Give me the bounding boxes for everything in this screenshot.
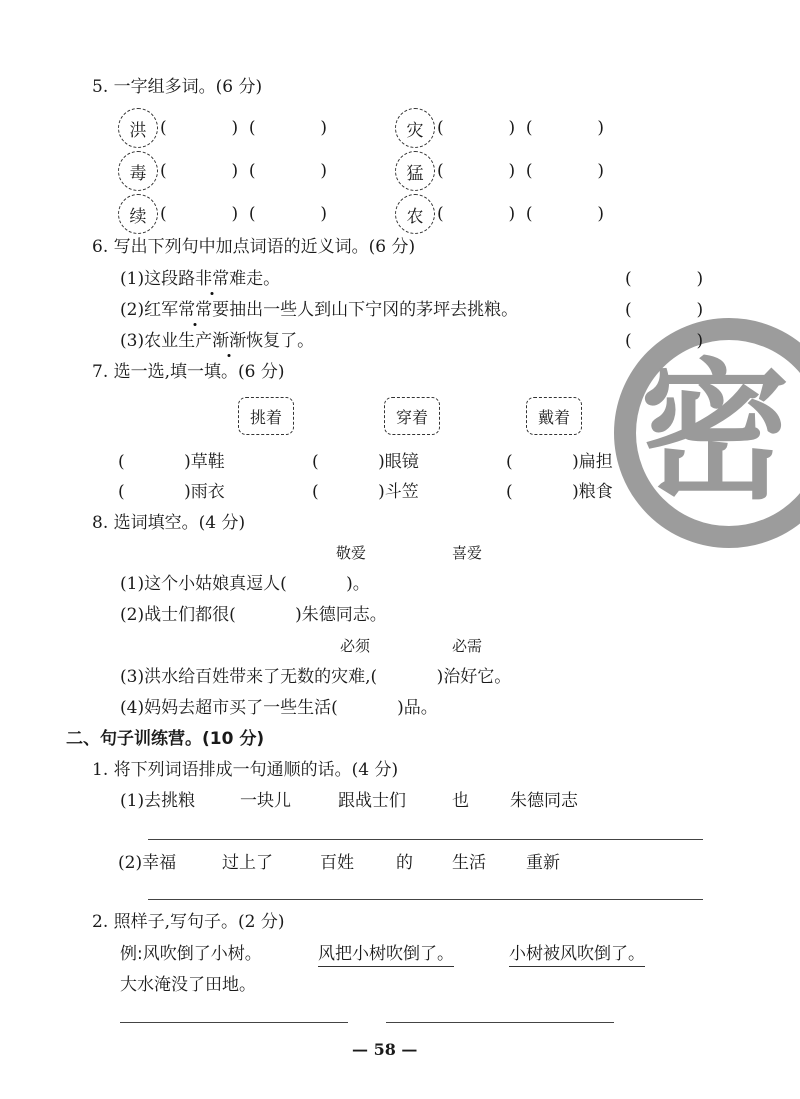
q6-title: 6. 写出下列句中加点词语的近义词。(6 分) bbox=[92, 237, 416, 257]
q8-sentence-3: (3)洪水给百姓带来了无数的灾难,( )治好它。 bbox=[120, 667, 512, 687]
q1-word: 重新 bbox=[526, 853, 560, 873]
q8-sentence-4: (4)妈妈去超市买了一些生活( )品。 bbox=[120, 698, 438, 718]
q5-char-5: 续 bbox=[118, 194, 158, 234]
q5-char-6: 农 bbox=[395, 194, 435, 234]
answer-line bbox=[120, 1022, 348, 1023]
q5-blank: ( ) ( ) bbox=[160, 118, 328, 138]
q1-word: 过上了 bbox=[222, 853, 273, 873]
prompt-sentence: 大水淹没了田地。 bbox=[120, 975, 256, 995]
q5-blank: ( ) ( ) bbox=[160, 204, 328, 224]
q8-title: 8. 选词填空。(4 分) bbox=[92, 513, 246, 533]
q5-char-3: 毒 bbox=[118, 151, 158, 191]
q7-option-2: 穿着 bbox=[384, 397, 440, 435]
q1-word: (1)去挑粮 bbox=[120, 791, 196, 811]
q8-word-option: 必需 bbox=[452, 637, 483, 655]
q5-title: 5. 一字组多词。(6 分) bbox=[92, 77, 263, 97]
q8-sentence-1: (1)这个小姑娘真逗人( )。 bbox=[120, 574, 370, 594]
q6-sentence-2: (2)红军常常要抽出一些人到山下宁冈的茅坪去挑粮。 bbox=[120, 300, 519, 320]
confidential-seal-char: 密 bbox=[640, 346, 791, 520]
sec2-q2-title: 2. 照样子,写句子。(2 分) bbox=[92, 912, 285, 932]
example-answer-a: 风把小树吹倒了。 bbox=[318, 943, 454, 965]
q7-row2-item1: ( )雨衣 bbox=[118, 482, 225, 502]
q6-sentence-3: (3)农业生产渐渐恢复了。 bbox=[120, 331, 315, 351]
q5-blank: ( ) ( ) bbox=[160, 161, 328, 181]
q5-char-2: 灾 bbox=[395, 108, 435, 148]
q6-answer-3: ( ) bbox=[625, 331, 704, 351]
q7-title: 7. 选一选,填一填。(6 分) bbox=[92, 362, 285, 382]
q5-blank: ( ) ( ) bbox=[437, 118, 605, 138]
q6-answer-2: ( ) bbox=[625, 300, 704, 320]
q8-word-option: 敬爱 bbox=[336, 544, 367, 562]
q8-sentence-2: (2)战士们都很( )朱德同志。 bbox=[120, 605, 387, 625]
q1-word: 生活 bbox=[452, 853, 486, 873]
q7-row1-item1: ( )草鞋 bbox=[118, 452, 225, 472]
answer-line bbox=[148, 839, 703, 840]
example-answer-b: 小树被风吹倒了。 bbox=[509, 943, 645, 965]
answer-line bbox=[148, 899, 703, 900]
q1-word: 一块儿 bbox=[240, 791, 291, 811]
example-label: 例:风吹倒了小树。 bbox=[120, 944, 262, 964]
q7-row2-item3: ( )粮食 bbox=[506, 482, 613, 502]
q1-word: 也 bbox=[452, 791, 469, 811]
q6-answer-1: ( ) bbox=[625, 269, 704, 289]
q7-option-3: 戴着 bbox=[526, 397, 582, 435]
q1-word: 跟战士们 bbox=[338, 791, 406, 811]
q7-row2-item2: ( )斗笠 bbox=[312, 482, 419, 502]
q8-word-option: 喜爱 bbox=[452, 544, 483, 562]
answer-line bbox=[386, 1022, 614, 1023]
q8-word-option: 必须 bbox=[340, 637, 371, 655]
q1-word: 的 bbox=[396, 853, 413, 873]
q1-word: (2)幸福 bbox=[118, 853, 177, 873]
page-number: — 58 — bbox=[352, 1040, 418, 1059]
q5-blank: ( ) ( ) bbox=[437, 161, 605, 181]
sec2-q1-title: 1. 将下列词语排成一句通顺的话。(4 分) bbox=[92, 760, 399, 780]
q7-option-1: 挑着 bbox=[238, 397, 294, 435]
q7-row1-item2: ( )眼镜 bbox=[312, 452, 419, 472]
q6-sentence-1: (1)这段路非常难走。 bbox=[120, 269, 281, 289]
q1-word: 朱德同志 bbox=[510, 791, 578, 811]
q5-char-1: 洪 bbox=[118, 108, 158, 148]
q5-blank: ( ) ( ) bbox=[437, 204, 605, 224]
q7-row1-item3: ( )扁担 bbox=[506, 452, 613, 472]
q1-word: 百姓 bbox=[320, 853, 354, 873]
section-2-title: 二、句子训练营。(10 分) bbox=[66, 729, 265, 749]
q5-char-4: 猛 bbox=[395, 151, 435, 191]
